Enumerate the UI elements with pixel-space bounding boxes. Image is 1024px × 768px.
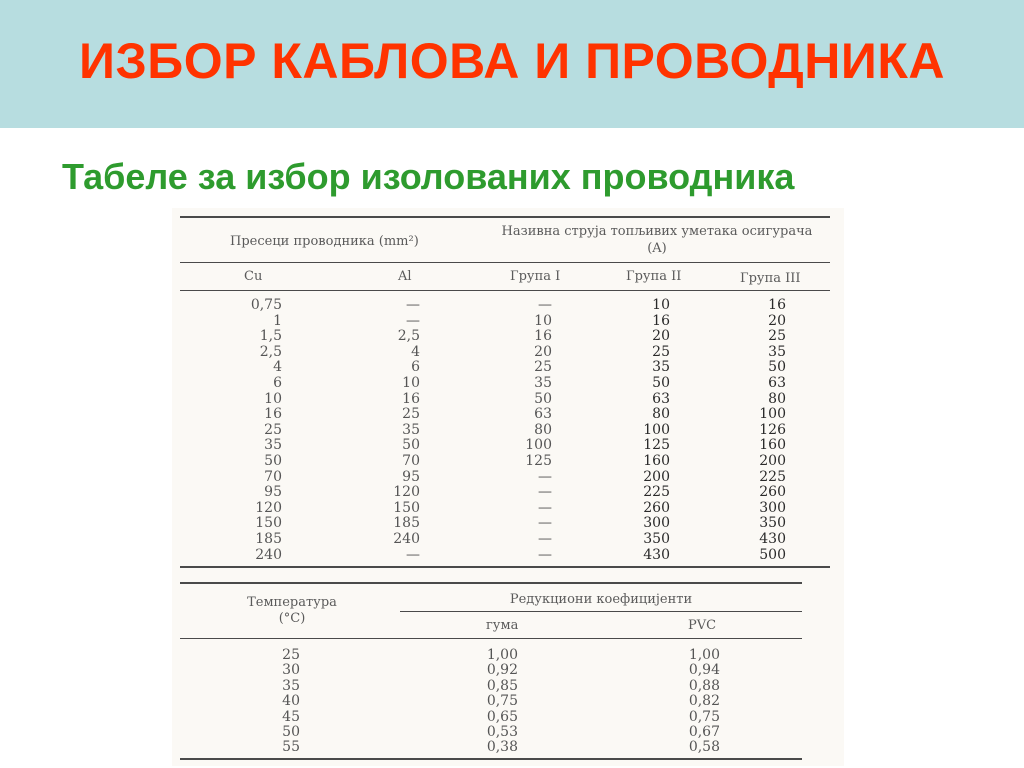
table2-cell-temperature: 40: [282, 693, 300, 710]
table1-cell-group1: 100: [525, 437, 552, 454]
table1-cell-group3: 35: [768, 343, 786, 360]
table1-cell-cu: 1,5: [259, 328, 282, 345]
table1-cell-group3: 225: [759, 468, 786, 485]
table2-cell-temperature: 50: [282, 724, 300, 740]
table2-col-pvc: PVC: [688, 618, 717, 633]
table1-cell-group1: —: [538, 546, 552, 563]
table1-cell-cu: 70: [264, 468, 282, 485]
table1-cell-group1: —: [538, 531, 552, 547]
table2-cell-rubber: 0,75: [486, 693, 518, 710]
table1-cell-cu: 150: [255, 515, 282, 532]
table1-cell-group1: 50: [534, 390, 552, 407]
table2-header-left-line2: (°C): [278, 611, 306, 626]
table2-col-rubber: гума: [486, 618, 519, 633]
table2-cell-rubber: 0,65: [486, 708, 518, 725]
table1-cell-group1: —: [538, 484, 552, 501]
table1-cell-group2: 16: [652, 312, 670, 329]
table1-cell-group2: 50: [652, 375, 670, 391]
table1-cell-cu: 240: [255, 546, 282, 563]
table1-cell-group2: 260: [643, 499, 670, 516]
table2-cell-pvc: 0,82: [688, 693, 720, 710]
table2-bottom-rule: [180, 758, 802, 760]
table1-cell-cu: 4: [273, 359, 282, 376]
table2-cell-temperature: 45: [282, 708, 300, 725]
table1-cell-group2: 63: [652, 390, 670, 407]
table1-header-right-line1: Називна струја топљивих уметака осигурача: [501, 224, 813, 239]
table2-cell-rubber: 1,00: [486, 647, 518, 663]
table1-cell-group2: 10: [652, 297, 670, 313]
table1-cell-group3: 350: [759, 515, 786, 532]
table2-cell-rubber: 0,53: [486, 724, 518, 740]
table1-cell-cu: 6: [273, 375, 282, 391]
table2-header-right: Редукциони коефицијенти: [509, 592, 693, 607]
table1-cell-al: 35: [402, 421, 420, 438]
table2-cell-pvc: 0,88: [688, 677, 720, 694]
table1-cell-al: 50: [402, 437, 420, 454]
table1-cell-group2: 100: [643, 421, 670, 438]
table1-cell-al: 240: [393, 531, 420, 547]
title-band: [0, 0, 1024, 128]
table1-cell-group2: 225: [643, 484, 670, 501]
table1-cell-group2: 350: [643, 531, 670, 547]
table1-cell-group1: 63: [534, 406, 552, 423]
table1-cell-group1: 16: [534, 328, 552, 345]
table1-cell-group2: 300: [643, 515, 670, 532]
table1-cell-group3: 126: [759, 421, 786, 438]
table1-top-rule: [180, 216, 830, 218]
table1-cell-cu: 2,5: [259, 343, 282, 360]
table1-cell-group3: 160: [759, 437, 786, 454]
scanned-tables: [172, 208, 844, 766]
table1-cell-group3: 260: [759, 484, 786, 501]
table1-cell-group2: 200: [643, 468, 670, 485]
table1-cell-al: 2,5: [397, 328, 420, 345]
table1-cell-group3: 50: [768, 359, 786, 376]
table1-cell-al: 70: [402, 453, 420, 469]
table1-cell-al: 16: [402, 390, 420, 407]
table1-col-group1: Група I: [510, 269, 561, 284]
table2-header-left-line1: Температура: [247, 595, 337, 610]
table1-cell-cu: 16: [264, 406, 282, 423]
table1-cell-group3: 100: [759, 406, 786, 423]
table1-cell-group2: 35: [652, 359, 670, 376]
table1-cell-al: 120: [393, 484, 420, 501]
table1-cell-group1: 25: [534, 359, 552, 376]
table1-cell-al: —: [406, 297, 420, 313]
table1-cell-al: 4: [411, 343, 420, 360]
table2-cell-pvc: 1,00: [688, 647, 720, 663]
table2-cell-pvc: 0,75: [688, 708, 720, 725]
table1-cell-group2: 80: [652, 406, 670, 423]
table2-cell-temperature: 55: [282, 739, 300, 756]
table1-cell-group2: 20: [652, 328, 670, 345]
table1-cell-group2: 25: [652, 343, 670, 360]
table2-cell-temperature: 25: [282, 647, 300, 663]
table1-cell-group1: —: [538, 468, 552, 485]
table1-cell-cu: 0,75: [250, 297, 282, 313]
table1-cell-al: —: [406, 312, 420, 329]
table1-cell-cu: 25: [264, 421, 282, 438]
table2-group-rule: [400, 611, 802, 612]
table1-header-right-line2: (A): [647, 241, 667, 256]
table1-cell-al: 25: [402, 406, 420, 423]
table1-cell-cu: 95: [264, 484, 282, 501]
table1-col-group3: Група III: [740, 271, 801, 286]
table1-cell-cu: 35: [264, 437, 282, 454]
table1-bottom-rule: [180, 566, 830, 568]
table2-cell-pvc: 0,67: [688, 724, 720, 740]
table1-cell-group3: 80: [768, 390, 786, 407]
table1-cell-group3: 25: [768, 328, 786, 345]
table1-cell-al: 185: [393, 515, 420, 532]
table1-cell-cu: 1: [273, 312, 282, 329]
table1-cell-group1: 10: [534, 312, 552, 329]
table1-cell-group1: 20: [534, 343, 552, 360]
table1-cell-al: 95: [402, 468, 420, 485]
table1-cell-group2: 125: [643, 437, 670, 454]
table1-cell-group2: 430: [643, 546, 670, 563]
table1-cell-group3: 63: [768, 375, 786, 391]
table1-cell-group1: —: [538, 515, 552, 532]
table2-cell-temperature: 35: [282, 677, 300, 694]
page-title: ИЗБОР КАБЛОВА И ПРОВОДНИКА: [79, 33, 945, 89]
table1-cell-group1: —: [538, 499, 552, 516]
table1-cell-group1: 35: [534, 375, 552, 391]
table1-cell-cu: 185: [255, 531, 282, 547]
page-subtitle: Табеле за избор изолованих проводника: [62, 156, 795, 197]
table1-header-rule: [180, 262, 830, 263]
table1-cell-group3: 200: [759, 453, 786, 469]
table1-cell-cu: 10: [264, 390, 282, 407]
table2-cell-rubber: 0,92: [486, 662, 518, 679]
table1-col-al: Al: [398, 269, 412, 284]
table2-cell-temperature: 30: [282, 662, 300, 679]
table1-cell-al: 10: [402, 375, 420, 391]
table1-header-left: Пресеци проводника (mm²): [230, 234, 419, 249]
table2-cell-pvc: 0,58: [688, 739, 720, 756]
table2-cell-pvc: 0,94: [688, 662, 720, 679]
table1-cell-group1: —: [538, 297, 552, 313]
table1-cell-cu: 120: [255, 499, 282, 516]
table1-cell-al: 6: [411, 359, 420, 376]
table1-cell-group3: 20: [768, 312, 786, 329]
table1-cell-cu: 50: [264, 453, 282, 469]
table2-cell-rubber: 0,85: [486, 677, 518, 694]
table1-cell-group3: 16: [768, 297, 786, 313]
table1-cell-al: 150: [393, 499, 420, 516]
table1-cell-group1: 125: [525, 453, 552, 469]
table2-top-rule: [180, 582, 802, 584]
table1-cell-group1: 80: [534, 421, 552, 438]
table1-colhead-rule: [180, 290, 830, 291]
table2-cell-rubber: 0,38: [486, 739, 518, 756]
table1-cell-group3: 430: [759, 531, 786, 547]
table1-cell-al: —: [406, 546, 420, 563]
table1-cell-group2: 160: [643, 453, 670, 469]
table1-cell-group3: 300: [759, 499, 786, 516]
table1-col-group2: Група II: [626, 269, 682, 284]
table1-cell-group3: 500: [759, 546, 786, 563]
table2-header-rule: [180, 638, 802, 639]
table1-col-cu: Cu: [244, 269, 263, 284]
